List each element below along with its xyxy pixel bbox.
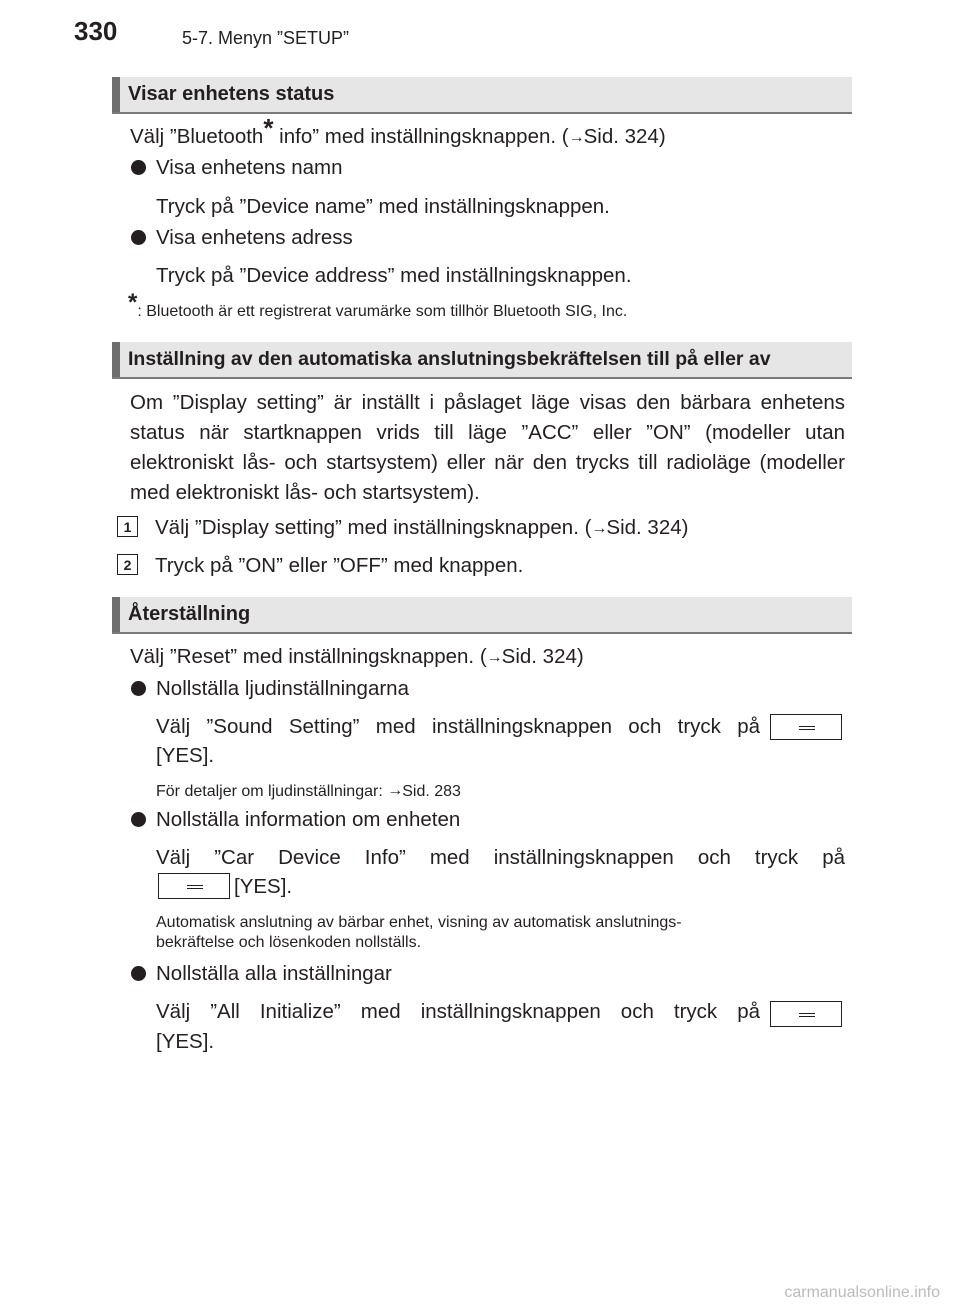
bullet-text: Tryck på ”Device name” med inställningsknappen. [156,195,610,218]
bullet-text: Välj ”Sound Setting” med inställningsknappen och tryck på [156,715,760,738]
bullet-icon [131,681,146,696]
note: bekräftelse och lösenkoden nollställs. [156,934,422,951]
status-intro: Välj ”Bluetooth* info” med inställningsknappen. (→Sid. 324) [130,113,666,148]
bullet-icon [131,230,146,245]
bullet-title: Nollställa information om enheten [156,808,461,831]
step-number: 2 [117,554,138,575]
bullet-text: [YES]. [156,744,215,767]
section-title: 5-7. Menyn ”SETUP” [182,28,350,48]
reset-heading: Återställning [128,603,251,625]
arrow-icon: → [387,782,403,799]
button-icon [770,714,842,740]
bullet-title: Nollställa ljudinställningarna [156,677,409,700]
bullet-text: [YES]. [234,875,293,898]
button-icon [158,873,230,899]
arrow-icon: → [486,649,502,666]
status-heading-bar [112,77,852,114]
arrow-icon: → [591,520,607,537]
auto-paragraph: Om ”Display setting” är inställt i påslaget läge visas den bärbara enhetens status när startknappen vrids till läge ”ACC” eller ”ON” (modeller utan elektroniskt lås- och startsystem) eller när den trycks till radioläge (modeller med elektroniskt lås- och startsystem). [130,391,845,504]
note: Automatisk anslutning av bärbar enhet, visning av automatisk anslutnings- [156,914,682,931]
status-heading: Visar enhetens status [128,83,335,105]
note: För detaljer om ljudinställningar: →Sid. 283 [156,782,461,800]
bullet-icon [131,812,146,827]
bullet-icon [131,160,146,175]
reset-intro: Välj ”Reset” med inställningsknappen. (→Sid. 324) [130,645,584,668]
watermark: carmanualsonline.info [784,1284,940,1301]
button-icon [770,1001,842,1027]
auto-heading: Inställning av den automatiska anslutningsbekräftelsen till på eller av [128,348,771,370]
auto-heading-bar [112,342,852,379]
bullet-text: [YES]. [156,1030,215,1053]
step-text: Tryck på ”ON” eller ”OFF” med knappen. [155,554,524,577]
bullet-text: Tryck på ”Device address” med inställningsknappen. [156,264,632,287]
bullet-text: Välj ”All Initialize” med inställningsknappen och tryck på [156,1000,760,1023]
asterisk: * [263,113,274,143]
reset-heading-bar [112,597,852,634]
asterisk: * [128,289,138,316]
step-number: 1 [117,516,138,537]
arrow-icon: → [568,129,584,146]
bullet-title: Visa enhetens namn [156,156,343,179]
bullet-title: Visa enhetens adress [156,226,353,249]
page-number: 330 [74,16,118,46]
bullet-icon [131,966,146,981]
step-text: Välj ”Display setting” med inställningsknappen. (→Sid. 324) [155,516,689,539]
bullet-title: Nollställa alla inställningar [156,962,392,985]
bullet-text: Välj ”Car Device Info” med inställningsknappen och tryck på [156,846,845,869]
footnote: *: Bluetooth är ett registrerat varumärke som tillhör Bluetooth SIG, Inc. [128,289,628,320]
